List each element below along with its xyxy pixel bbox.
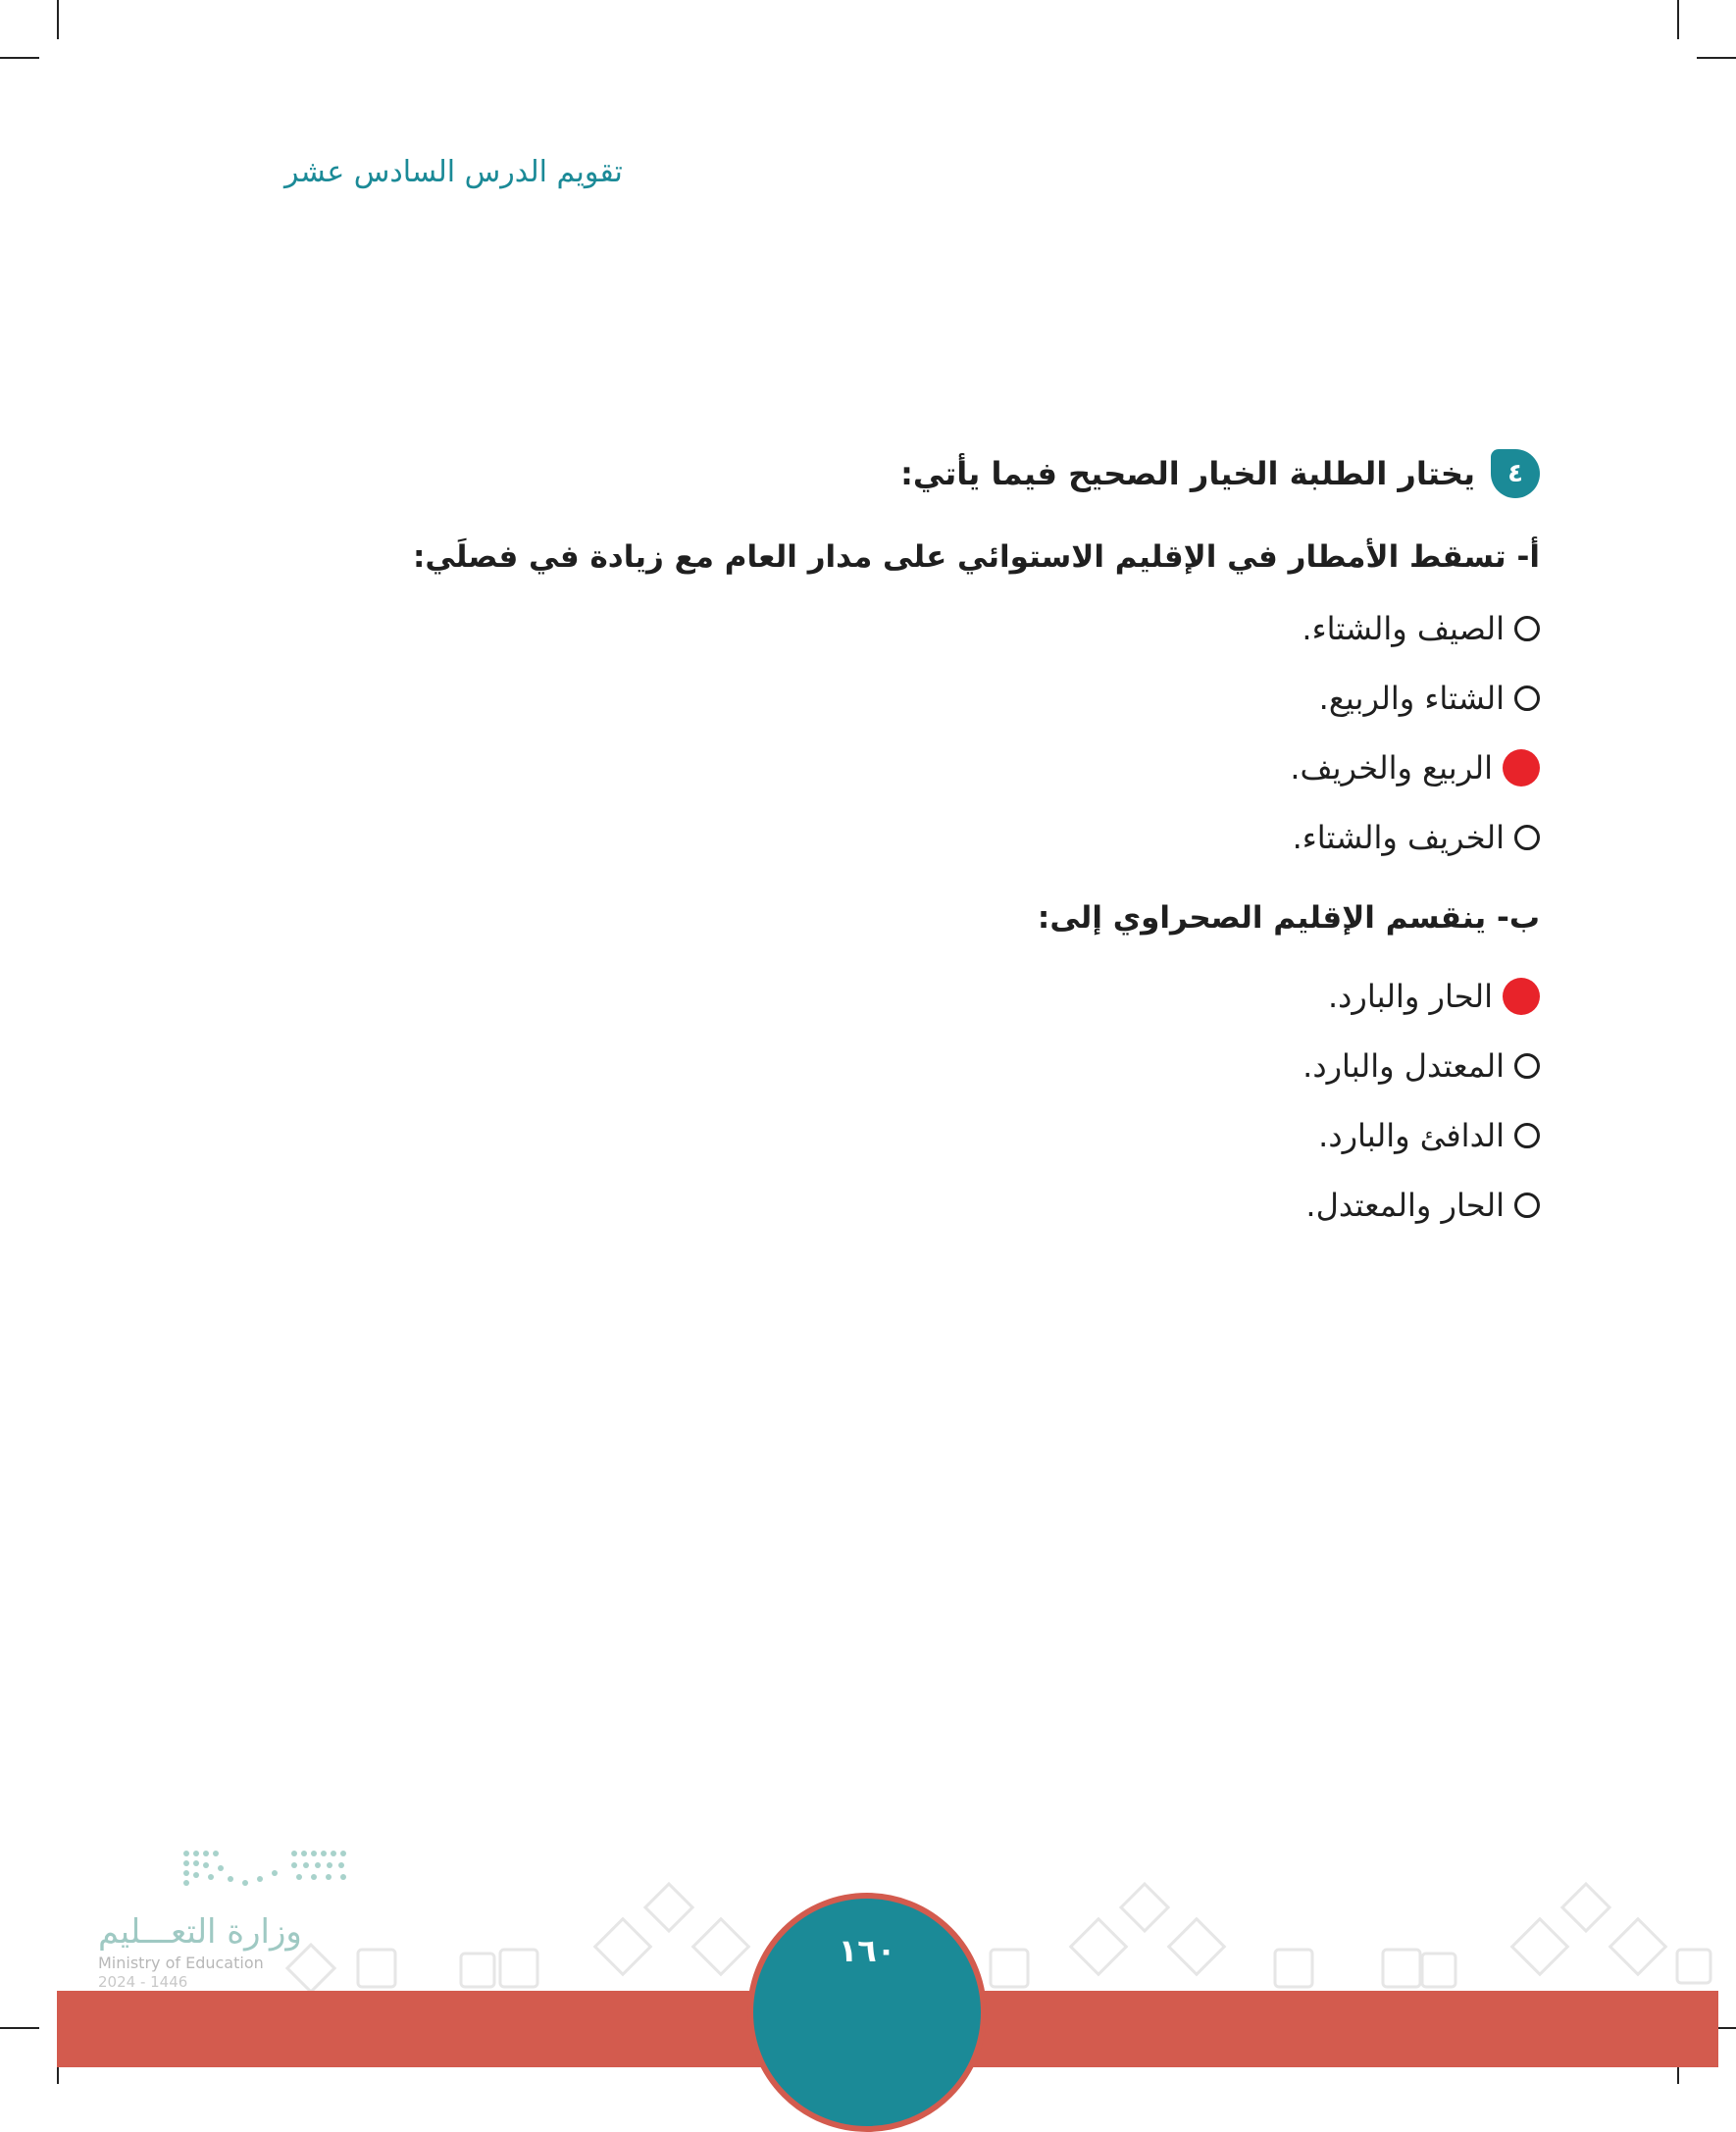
crop-mark bbox=[1697, 57, 1736, 59]
part-b-options bbox=[1302, 961, 1540, 1240]
part-a-letter: أ- bbox=[1516, 539, 1540, 575]
radio-unselected-icon[interactable] bbox=[1514, 1053, 1540, 1079]
option-label: الحار والبارد. bbox=[1327, 977, 1493, 1015]
option-label: المعتدل والبارد. bbox=[1302, 1046, 1505, 1085]
option-a4[interactable] bbox=[1290, 802, 1540, 872]
option-b4[interactable] bbox=[1302, 1170, 1540, 1240]
question-number-badge: ٤ bbox=[1491, 449, 1540, 498]
option-a1[interactable] bbox=[1290, 593, 1540, 663]
page-number-circle bbox=[747, 1893, 987, 2132]
radio-selected-icon[interactable] bbox=[1503, 978, 1540, 1015]
ministry-year: 2024 - 1446 bbox=[98, 1973, 188, 1991]
radio-unselected-icon[interactable] bbox=[1514, 685, 1540, 711]
radio-selected-icon[interactable] bbox=[1503, 749, 1540, 787]
question-title: يختار الطلبة الخيار الصحيح فيما يأتي: bbox=[900, 455, 1475, 492]
radio-unselected-icon[interactable] bbox=[1514, 1123, 1540, 1148]
radio-unselected-icon[interactable] bbox=[1514, 616, 1540, 641]
ministry-name-ar: وزارة التعـــليم bbox=[98, 1912, 302, 1952]
option-label: الشتاء والربيع. bbox=[1318, 679, 1505, 717]
option-a2[interactable] bbox=[1290, 663, 1540, 733]
part-b-text: ينقسم الإقليم الصحراوي إلى: bbox=[1037, 900, 1487, 936]
page-number: ١٦٠ bbox=[838, 1932, 896, 1969]
option-b2[interactable] bbox=[1302, 1031, 1540, 1100]
part-a-title bbox=[413, 539, 1540, 575]
option-b1[interactable] bbox=[1302, 961, 1540, 1031]
ministry-logo-dots-icon bbox=[98, 1844, 353, 1903]
part-b-title bbox=[1038, 900, 1540, 936]
lesson-header-title: تقويم الدرس السادس عشر bbox=[284, 155, 623, 189]
radio-unselected-icon[interactable] bbox=[1514, 1193, 1540, 1218]
option-label: الصيف والشتاء. bbox=[1302, 609, 1505, 647]
option-label: الخريف والشتاء. bbox=[1292, 818, 1505, 856]
radio-unselected-icon[interactable] bbox=[1514, 825, 1540, 850]
crop-mark bbox=[0, 2027, 39, 2029]
option-label: الربيع والخريف. bbox=[1290, 748, 1493, 787]
ministry-logo bbox=[98, 1844, 353, 2001]
part-a-options bbox=[1290, 593, 1540, 872]
crop-mark bbox=[0, 57, 39, 59]
question-block bbox=[412, 0, 1540, 1275]
option-label: الدافئ والبارد. bbox=[1318, 1116, 1505, 1154]
option-b3[interactable] bbox=[1302, 1100, 1540, 1170]
option-a3[interactable] bbox=[1290, 733, 1540, 802]
question-header bbox=[900, 449, 1540, 498]
part-b-letter: ب- bbox=[1496, 900, 1540, 936]
crop-mark bbox=[57, 0, 59, 39]
ministry-name-en: Ministry of Education bbox=[98, 1954, 264, 1972]
option-label: الحار والمعتدل. bbox=[1305, 1186, 1505, 1224]
crop-mark bbox=[1677, 0, 1679, 39]
part-a-text: تسقط الأمطار في الإقليم الاستوائي على مدار العام مع زيادة في فصلَي: bbox=[412, 539, 1506, 575]
